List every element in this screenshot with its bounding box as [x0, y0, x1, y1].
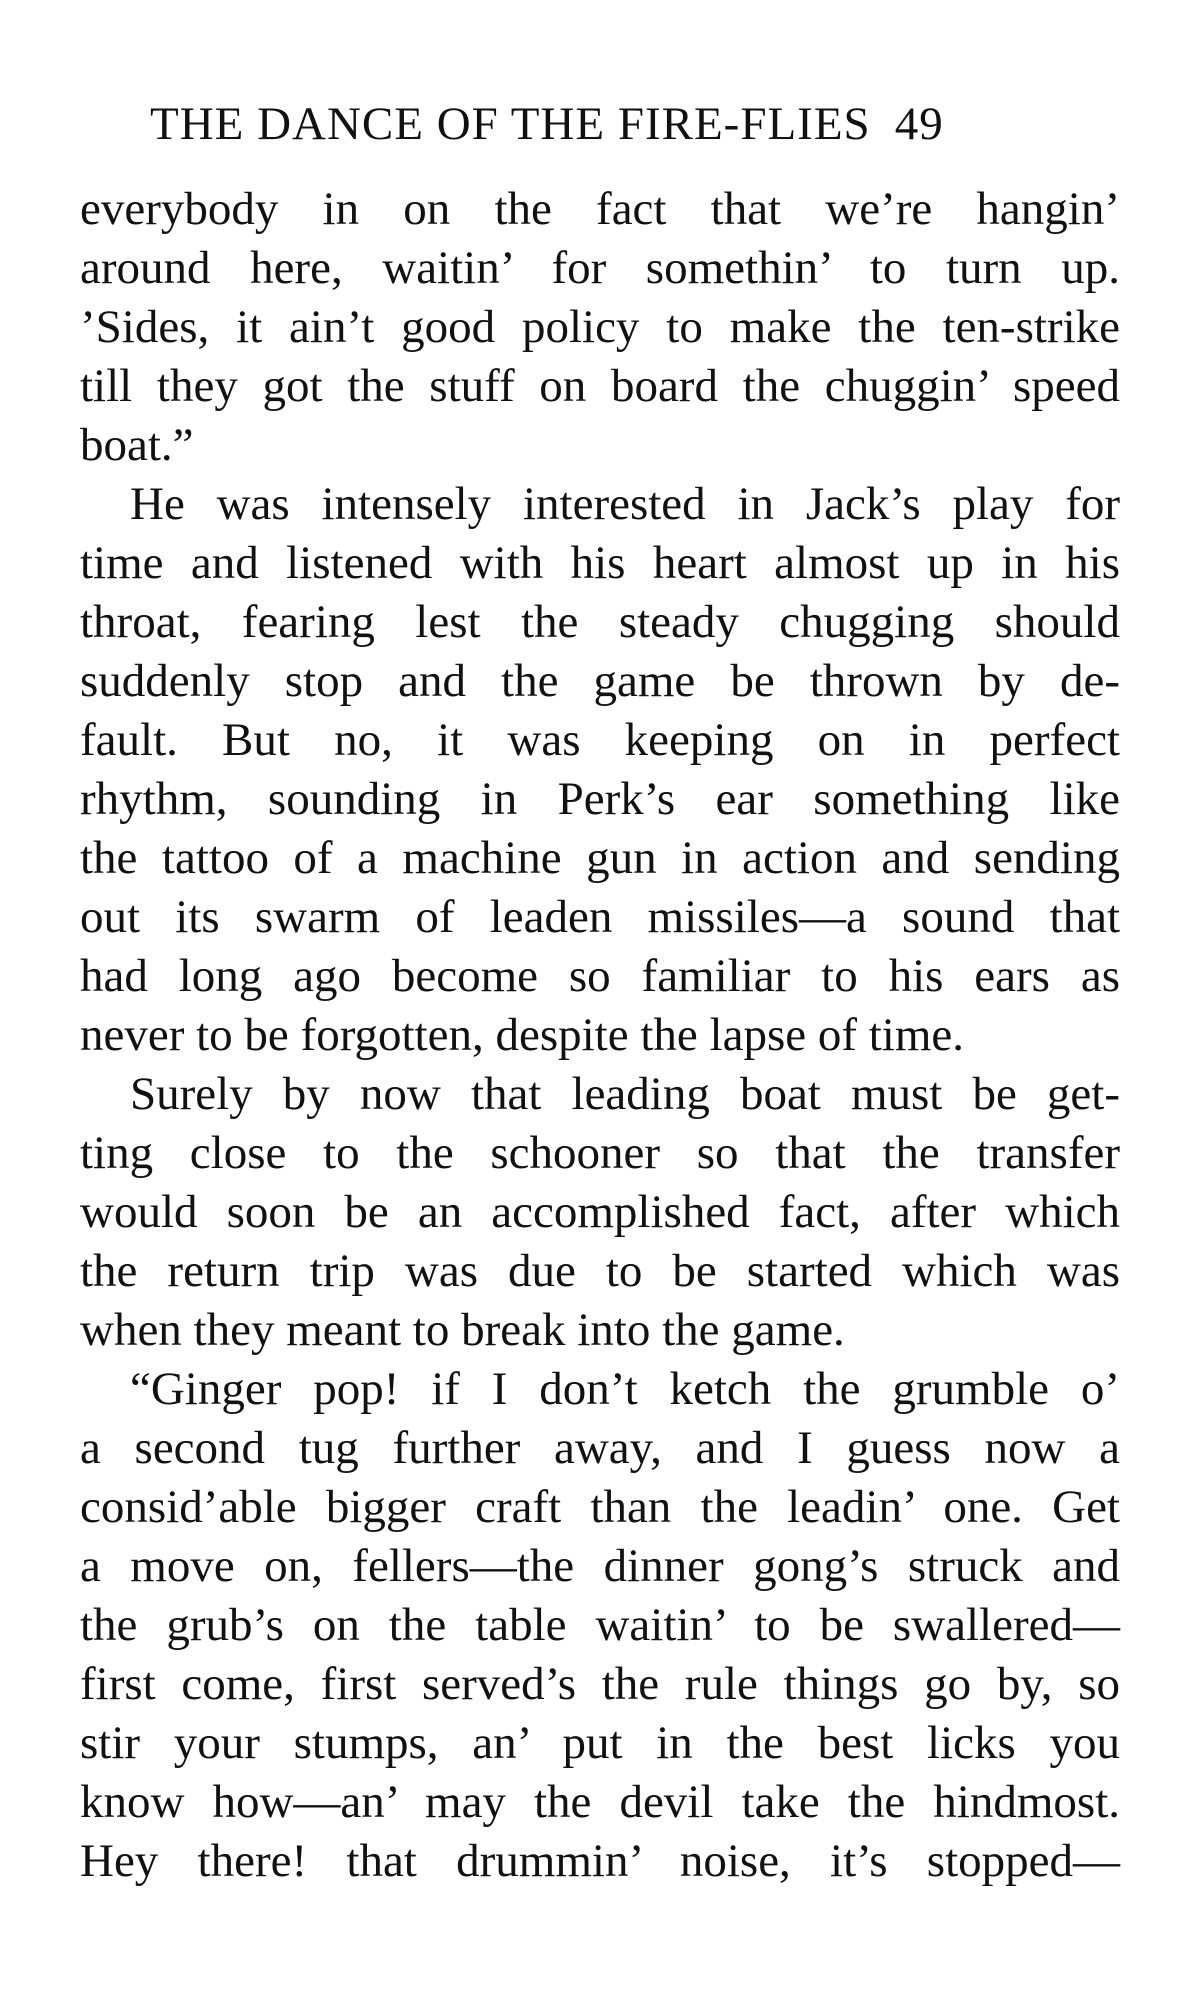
text-line: till they got the stuff on board the chuggin’ speed: [80, 360, 1120, 412]
text-line: time and listened with his heart almost up in his: [80, 537, 1120, 589]
chapter-title: THE DANCE OF THE FIRE-FLIES: [150, 98, 871, 150]
paragraph: [80, 475, 1120, 1065]
paragraph: [80, 180, 1120, 475]
text-line: know how—an’ may the devil take the hindmost.: [80, 1776, 1120, 1828]
text-line: suddenly stop and the game be thrown by de-: [80, 655, 1120, 707]
text-line: He was intensely interested in Jack’s play for: [130, 478, 1120, 530]
text-line: out its swarm of leaden missiles—a sound that: [80, 891, 1120, 943]
paragraph: [80, 1360, 1120, 1891]
body-text: [80, 180, 1120, 1891]
paragraph: [80, 1065, 1120, 1360]
text-line: ’Sides, it ain’t good policy to make the ten-strike: [80, 301, 1120, 353]
page-number: 49: [894, 98, 944, 150]
text-line: had long ago become so familiar to his ears as: [80, 950, 1120, 1002]
text-line: Hey there! that drummin’ noise, it’s stopped—: [80, 1835, 1120, 1887]
text-line: “Ginger pop! if I don’t ketch the grumble o’: [130, 1363, 1120, 1415]
text-line: when they meant to break into the game.: [80, 1304, 845, 1356]
text-line: around here, waitin’ for somethin’ to turn up.: [80, 242, 1120, 294]
text-line: a move on, fellers—the dinner gong’s struck and: [80, 1540, 1120, 1592]
running-head: [150, 94, 1110, 154]
text-line: a second tug further away, and I guess now a: [80, 1422, 1120, 1474]
text-line: stir your stumps, an’ put in the best licks you: [80, 1717, 1120, 1769]
text-line: fault. But no, it was keeping on in perfect: [80, 714, 1120, 766]
text-line: the grub’s on the table waitin’ to be swallered—: [80, 1599, 1120, 1651]
text-line: consid’able bigger craft than the leadin’ one. Get: [80, 1481, 1120, 1533]
text-line: never to be forgotten, despite the lapse of time.: [80, 1009, 965, 1061]
text-line: Surely by now that leading boat must be get-: [130, 1068, 1120, 1120]
text-line: boat.”: [80, 419, 194, 471]
text-line: ting close to the schooner so that the transfer: [80, 1127, 1120, 1179]
text-line: everybody in on the fact that we’re hangin’: [80, 183, 1120, 235]
text-line: would soon be an accomplished fact, after which: [80, 1186, 1120, 1238]
text-line: rhythm, sounding in Perk’s ear something like: [80, 773, 1120, 825]
text-line: first come, first served’s the rule things go by, so: [80, 1658, 1120, 1710]
text-line: the return trip was due to be started which was: [80, 1245, 1120, 1297]
text-line: the tattoo of a machine gun in action and sending: [80, 832, 1120, 884]
text-line: throat, fearing lest the steady chugging should: [80, 596, 1120, 648]
